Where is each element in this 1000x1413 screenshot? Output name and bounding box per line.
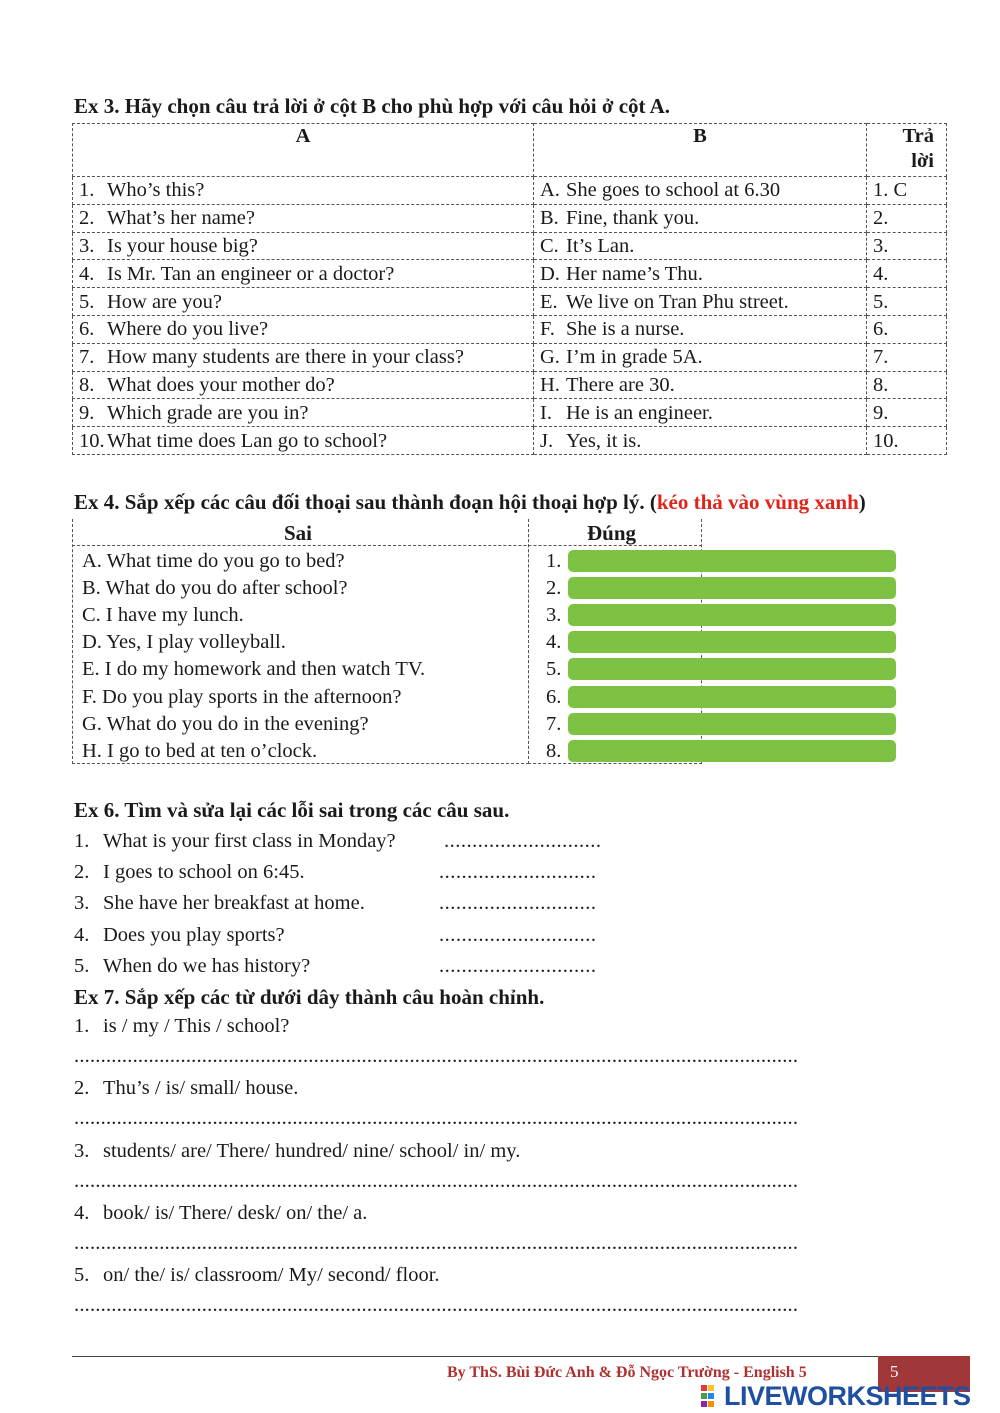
ex7-title: Ex 7. Sắp xếp các từ dưới dây thành câu hoàn chỉnh. <box>74 985 545 1009</box>
ex3-header-row <box>73 124 947 177</box>
ex6-item: 2. I goes to school on 6:45. <box>74 861 305 884</box>
ex4-dialogue-item[interactable]: G. What do you do in the evening? <box>82 712 369 735</box>
ex4-drop-zone[interactable] <box>568 740 896 762</box>
ex3-answer-option: G. I’m in grade 5A. <box>534 343 867 371</box>
ex4-dialogue-item[interactable]: H. I go to bed at ten o’clock. <box>82 739 318 762</box>
ex3-answer-option: E. We live on Tran Phu street. <box>534 288 867 316</box>
ex3-header-b: B <box>534 124 867 177</box>
ex3-answer-cell[interactable]: 5. <box>867 288 947 316</box>
ex4-instruction: kéo thả vào vùng xanh <box>656 490 859 514</box>
ex3-answer-option: D. Her name’s Thu. <box>534 260 867 288</box>
ex3-title: Ex 3. Hãy chọn câu trả lời ở cột B cho phù hợp với câu hỏi ở cột A. <box>74 94 671 118</box>
ex4-dialogue-item[interactable]: F. Do you play sports in the afternoon? <box>82 685 402 708</box>
ex3-row <box>73 427 947 455</box>
ex3-answer-cell[interactable]: 1. C <box>867 177 947 205</box>
ex7-item: 5. on/ the/ is/ classroom/ My/ second/ floor. <box>74 1264 440 1287</box>
page-number: 5 <box>890 1362 899 1381</box>
ex3-answer-cell[interactable]: 4. <box>867 260 947 288</box>
ex4-drop-zone[interactable] <box>568 658 896 680</box>
ex3-header-a: A <box>73 124 534 177</box>
ex3-answer-option: J. Yes, it is. <box>534 427 867 455</box>
ex6-item: 1. What is your first class in Monday? <box>74 830 396 852</box>
ex4-title: Ex 4. Sắp xếp các câu đối thoại sau thành đoạn hội thoại hợp lý. (kéo thả vào vùng xanh) <box>74 490 866 514</box>
ex3-answer-cell[interactable]: 2. <box>867 204 947 232</box>
ex3-row <box>73 232 947 260</box>
ex3-row <box>73 288 947 316</box>
ex4-drop-zone[interactable] <box>568 577 896 599</box>
ex3-question: 5. How are you? <box>73 288 534 316</box>
ex3-answer-option: C. It’s Lan. <box>534 232 867 260</box>
ex4-dialogue-item[interactable]: E. I do my homework and then watch TV. <box>82 658 426 681</box>
ex4-drop-zone[interactable] <box>568 631 896 653</box>
ex3-answer-option: A. She goes to school at 6.30 <box>534 177 867 205</box>
ex3-question: 9. Which grade are you in? <box>73 399 534 427</box>
ex4-dialogue-item[interactable]: C. I have my lunch. <box>82 604 244 627</box>
ex3-question: 2. What’s her name? <box>73 204 534 232</box>
ex3-row <box>73 315 947 343</box>
ex6-item: 3. She have her breakfast at home. <box>74 892 365 915</box>
ex7-item: 2. Thu’s / is/ small/ house. <box>74 1077 299 1100</box>
ex7-item: 1. is / my / This / school? <box>74 1015 290 1037</box>
ex4-slot-number: 3. <box>546 604 562 627</box>
ex3-question: 10. What time does Lan go to school? <box>73 427 534 455</box>
ex3-question: 1. Who’s this? <box>73 177 534 205</box>
ex6-item: 5. When do we has history? <box>74 954 311 977</box>
ex3-row <box>73 371 947 399</box>
ex4-slot-number: 5. <box>546 658 562 681</box>
ex3-row <box>73 204 947 232</box>
ex3-row <box>73 177 947 205</box>
liveworksheets-logo-icon <box>700 1384 722 1410</box>
ex3-question: 4. Is Mr. Tan an engineer or a doctor? <box>73 260 534 288</box>
ex3-answer-cell[interactable]: 6. <box>867 315 947 343</box>
ex3-answer-option: B. Fine, thank you. <box>534 204 867 232</box>
ex4-slot-number: 1. <box>546 550 562 572</box>
ex6-title: Ex 6. Tìm và sửa lại các lỗi sai trong các câu sau. <box>74 798 510 822</box>
ex7-item: 3. students/ are/ There/ hundred/ nine/ school/ in/ my. <box>74 1139 521 1162</box>
ex6-item: 4. Does you play sports? <box>74 923 285 946</box>
ex6-answer-blank[interactable]: ............................ <box>439 861 597 884</box>
ex4-header-wrong: Sai <box>284 521 313 545</box>
ex4-dialogue-item[interactable]: A. What time do you go to bed? <box>82 550 345 572</box>
ex3-row <box>73 260 947 288</box>
ex7-answer-line[interactable]: ........................................................................................................................................ <box>74 1294 799 1317</box>
ex7-answer-line[interactable]: ........................................................................................................................................ <box>74 1169 799 1192</box>
ex4-slot-number: 7. <box>546 712 562 735</box>
ex6-answer-blank[interactable]: ............................ <box>439 954 597 977</box>
ex3-header-answer: Trả lời <box>867 124 947 177</box>
ex4-drop-zone[interactable] <box>568 604 896 626</box>
ex7-item: 4. book/ is/ There/ desk/ on/ the/ a. <box>74 1201 368 1224</box>
ex4-slot-number: 8. <box>546 739 562 762</box>
ex3-row <box>73 399 947 427</box>
ex4-slot-number: 6. <box>546 685 562 708</box>
ex3-question: 6. Where do you live? <box>73 315 534 343</box>
ex4-header-right: Đúng <box>587 521 637 545</box>
ex4-slot-number: 2. <box>546 577 562 600</box>
ex6-answer-blank[interactable]: ............................ <box>439 923 597 946</box>
ex3-question: 7. How many students are there in your class? <box>73 343 534 371</box>
ex6-answer-blank[interactable]: ............................ <box>444 830 602 852</box>
ex3-row <box>73 343 947 371</box>
ex7-answer-line[interactable]: ........................................................................................................................................ <box>74 1107 799 1130</box>
ex4-dialogue-item[interactable]: B. What do you do after school? <box>82 577 348 600</box>
ex3-answer-option: I. He is an engineer. <box>534 399 867 427</box>
ex7-answer-line[interactable]: ........................................................................................................................................ <box>74 1231 799 1254</box>
ex4-drop-zone[interactable] <box>568 550 896 572</box>
footer-rule <box>72 1356 968 1357</box>
ex3-answer-option: F. She is a nurse. <box>534 315 867 343</box>
ex4-dialogue-item[interactable]: D. Yes, I play volleyball. <box>82 631 286 654</box>
footer-authors: By ThS. Bùi Đức Anh & Đỗ Ngọc Trường - English 5 <box>447 1364 807 1381</box>
ex3-table <box>72 123 947 455</box>
ex3-answer-cell[interactable]: 10. <box>867 427 947 455</box>
ex3-question: 8. What does your mother do? <box>73 371 534 399</box>
ex3-answer-cell[interactable]: 3. <box>867 232 947 260</box>
ex3-answer-cell[interactable]: 9. <box>867 399 947 427</box>
ex7-answer-line[interactable]: ........................................................................................................................................ <box>74 1045 799 1067</box>
ex3-answer-cell[interactable]: 7. <box>867 343 947 371</box>
ex4-drop-zone[interactable] <box>568 686 896 708</box>
ex3-question: 3. Is your house big? <box>73 232 534 260</box>
ex4-drop-zone[interactable] <box>568 713 896 735</box>
ex4-slot-number: 4. <box>546 631 562 654</box>
ex3-answer-cell[interactable]: 8. <box>867 371 947 399</box>
liveworksheets-brand: LIVEWORKSHEETS <box>724 1381 971 1411</box>
ex6-answer-blank[interactable]: ............................ <box>439 892 597 915</box>
ex3-answer-option: H. There are 30. <box>534 371 867 399</box>
